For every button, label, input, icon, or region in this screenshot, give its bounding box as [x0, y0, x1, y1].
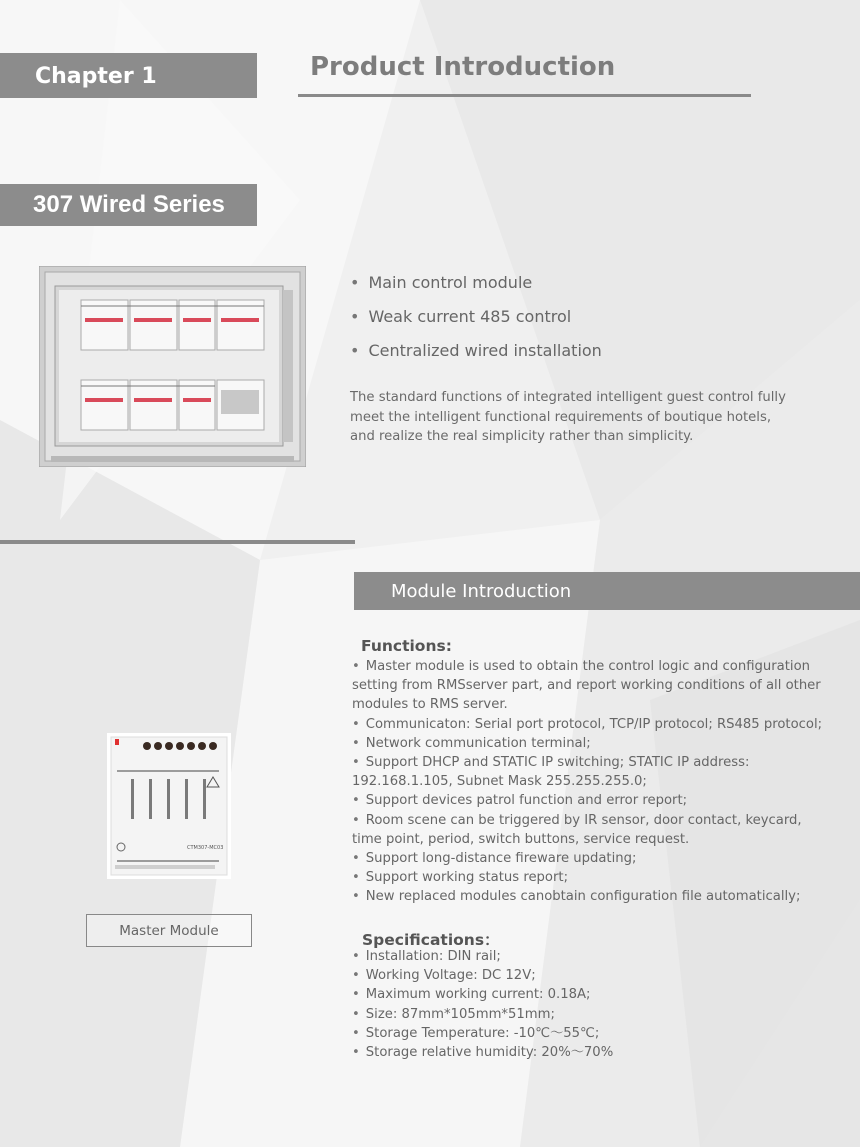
title-divider [298, 94, 751, 97]
device-model-text: CTM307-MC03 [187, 845, 224, 851]
list-item: • Support working status report; [352, 868, 830, 887]
specifications-list [352, 947, 830, 1062]
master-module-image [107, 733, 231, 879]
functions-heading: Functions: [361, 637, 452, 655]
list-item: • Main control module [350, 270, 602, 304]
page-title: Product Introduction [310, 52, 616, 82]
series-label: 307 Wired Series [0, 184, 257, 226]
list-item: • Network communication terminal; [352, 734, 830, 753]
list-item: • Storage relative humidity: 20%～70% [352, 1043, 830, 1062]
list-item: • Room scene can be triggered by IR sensor, door contact, keycard, time point, period, switch buttons, service request. [352, 811, 830, 849]
list-item: • Size: 87mm*105mm*51mm; [352, 1005, 830, 1024]
list-item: • Support long-distance fireware updating; [352, 849, 830, 868]
series-feature-list [350, 270, 602, 372]
control-cabinet-image [39, 266, 306, 467]
list-item: • Master module is used to obtain the control logic and configuration setting from RMSserver part, and report working conditions of all other modules to RMS server. [352, 657, 830, 715]
section-divider [0, 540, 355, 544]
list-item: • Weak current 485 control [350, 304, 602, 338]
module-section-label: Module Introduction [354, 572, 860, 610]
functions-list [352, 657, 830, 907]
list-item: • Communicaton: Serial port protocol, TCP/IP protocol; RS485 protocol; [352, 715, 830, 734]
specifications-heading: Specifications： [362, 931, 500, 949]
list-item: • Storage Temperature: -10℃～55℃; [352, 1024, 830, 1043]
list-item: • Maximum working current: 0.18A; [352, 985, 830, 1004]
list-item: • Working Voltage: DC 12V; [352, 966, 830, 985]
list-item: • Support DHCP and STATIC IP switching; STATIC IP address: 192.168.1.105, Subnet Mask 255.255.255.0; [352, 753, 830, 791]
chapter-label: Chapter 1 [0, 53, 257, 98]
list-item: • Support devices patrol function and error report; [352, 791, 830, 810]
list-item: • Centralized wired installation [350, 338, 602, 372]
series-description: The standard functions of integrated intelligent guest control fully meet the intelligent functional requirements of boutique hotels, and realize the real simplicity rather than simplicity. [350, 390, 786, 444]
list-item: • New replaced modules canobtain configuration file automatically; [352, 887, 830, 906]
master-module-caption: Master Module [86, 914, 252, 947]
list-item: • Installation: DIN rail; [352, 947, 830, 966]
